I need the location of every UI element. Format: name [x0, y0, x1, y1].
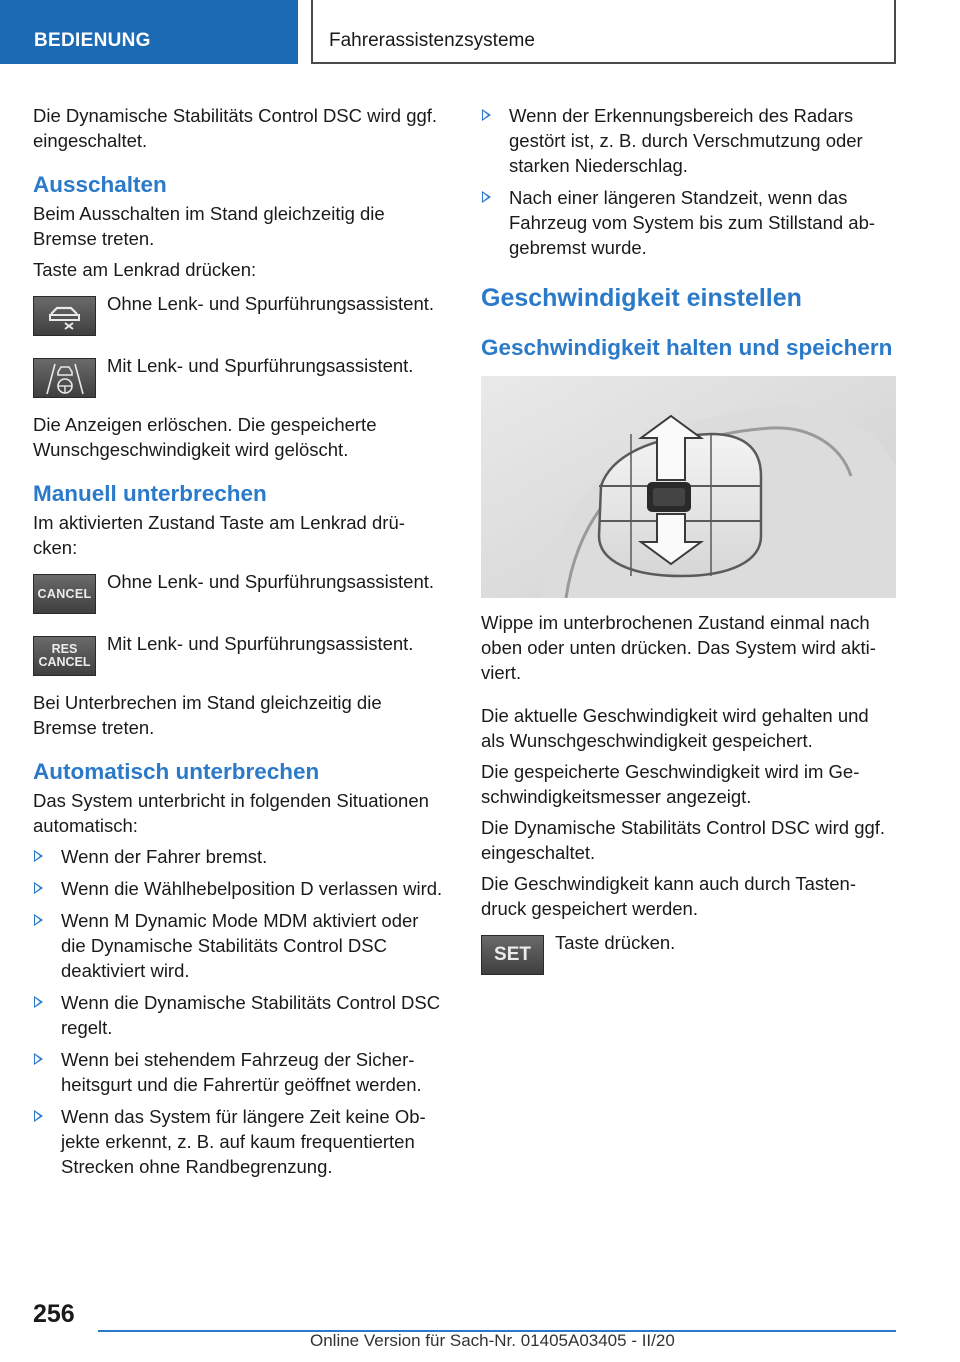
- button-description: Ohne Lenk- und Spurführungsassistent.: [107, 571, 435, 592]
- button-description: Mit Lenk- und Spurführungsassistent.: [107, 633, 414, 654]
- list-item: Wenn der Erkennungsbereich des Radars gestört ist, z. B. durch Verschmutzung oder starken Niederschlag.: [481, 103, 896, 178]
- triangle-bullet-icon: [34, 1110, 43, 1122]
- triangle-bullet-icon: [34, 882, 43, 894]
- heading-ausschalten: Ausschalten: [33, 172, 167, 197]
- paragraph: Wippe im unterbrochenen Zustand einmal nach oben oder unten drücken. Das System wird akti-viert.: [481, 612, 876, 683]
- paragraph: Die Dynamische Stabilitäts Control DSC wird ggf. eingeschaltet.: [481, 817, 886, 863]
- paragraph: Die Anzeigen erlöschen. Die gespeicherte Wunschgeschwindigkeit wird gelöscht.: [33, 414, 377, 460]
- button-description: Mit Lenk- und Spurführungsassistent.: [107, 355, 414, 376]
- footer-text: Online Version für Sach-Nr. 01405A03405 - II/20: [310, 1331, 675, 1350]
- triangle-bullet-icon: [34, 914, 43, 926]
- list-item: Nach einer längeren Standzeit, wenn das Fahrzeug vom System bis zum Stillstand ab-gebremst wurde.: [481, 185, 896, 260]
- section-tab: [0, 0, 298, 64]
- steering-wheel-rocker-photo: [481, 376, 896, 598]
- paragraph: Beim Ausschalten im Stand gleichzeitig die Bremse treten.: [33, 203, 385, 249]
- list-item: Wenn M Dynamic Mode MDM aktiviert oder die Dynamische Stabilitäts Control DSC deaktiviert wird.: [33, 908, 448, 983]
- chapter-title: Fahrerassistenzsysteme: [329, 30, 535, 51]
- left-column: [33, 103, 448, 1186]
- list-item: Wenn der Fahrer bremst.: [33, 844, 448, 869]
- paragraph: Die aktuelle Geschwindigkeit wird gehalten und als Wunschgeschwindigkeit gespeichert.: [481, 705, 869, 751]
- cruise-control-off-icon: [33, 296, 96, 336]
- paragraph: Das System unterbricht in folgenden Situationen automatisch:: [33, 790, 429, 836]
- heading-geschwindigkeit-halten: Geschwindigkeit halten und speichern: [481, 335, 893, 360]
- list-item: Wenn die Dynamische Stabilitäts Control DSC regelt.: [33, 990, 448, 1040]
- triangle-bullet-icon: [34, 996, 43, 1008]
- list-item: Wenn die Wählhebelposition D verlassen wird.: [33, 876, 448, 901]
- button-row: [33, 566, 448, 622]
- triangle-bullet-icon: [482, 191, 491, 203]
- list-item: Wenn bei stehendem Fahrzeug der Sicher-heitsgurt und die Fahrertür geöffnet werden.: [33, 1047, 448, 1097]
- paragraph: Taste am Lenkrad drücken:: [33, 259, 257, 280]
- button-description: Ohne Lenk- und Spurführungsassistent.: [107, 293, 435, 314]
- paragraph: Die gespeicherte Geschwindigkeit wird im Ge-schwindigkeitsmesser angezeigt.: [481, 761, 860, 807]
- triangle-bullet-icon: [34, 1053, 43, 1065]
- button-row: [33, 288, 448, 344]
- situation-list: [33, 844, 448, 1179]
- set-button-icon: SET: [481, 935, 544, 975]
- section-title: BEDIENUNG: [34, 30, 151, 51]
- paragraph: Bei Unterbrechen im Stand gleichzeitig die Bremse treten.: [33, 692, 382, 738]
- paragraph: Die Geschwindigkeit kann auch durch Tasten-druck gespeichert werden.: [481, 873, 857, 919]
- right-column: [481, 103, 896, 989]
- res-cancel-button-icon: RES CANCEL: [33, 636, 96, 676]
- list-item: Wenn das System für längere Zeit keine Ob-jekte erkennt, z. B. auf kaum frequentierten Strecken ohne Randbegrenzung.: [33, 1104, 448, 1179]
- heading-geschwindigkeit-einstellen: Geschwindigkeit einstellen: [481, 284, 802, 312]
- heading-manuell-unterbrechen: Manuell unterbrechen: [33, 481, 267, 506]
- button-row: [33, 628, 448, 684]
- paragraph: Im aktivierten Zustand Taste am Lenkrad drü-cken:: [33, 512, 405, 558]
- intro-paragraph: Die Dynamische Stabilitäts Control DSC wird ggf. eingeschaltet.: [33, 105, 438, 151]
- cancel-button-icon: CANCEL: [33, 574, 96, 614]
- heading-automatisch-unterbrechen: Automatisch unterbrechen: [33, 759, 320, 784]
- triangle-bullet-icon: [34, 850, 43, 862]
- steering-assistant-icon: [33, 358, 96, 398]
- situation-list-continued: [481, 103, 896, 260]
- chapter-header: [311, 0, 896, 64]
- triangle-bullet-icon: [482, 109, 491, 121]
- page-number: 256: [33, 1300, 75, 1328]
- button-row: [33, 350, 448, 406]
- button-row: [481, 927, 896, 983]
- button-description: Taste drücken.: [555, 932, 676, 953]
